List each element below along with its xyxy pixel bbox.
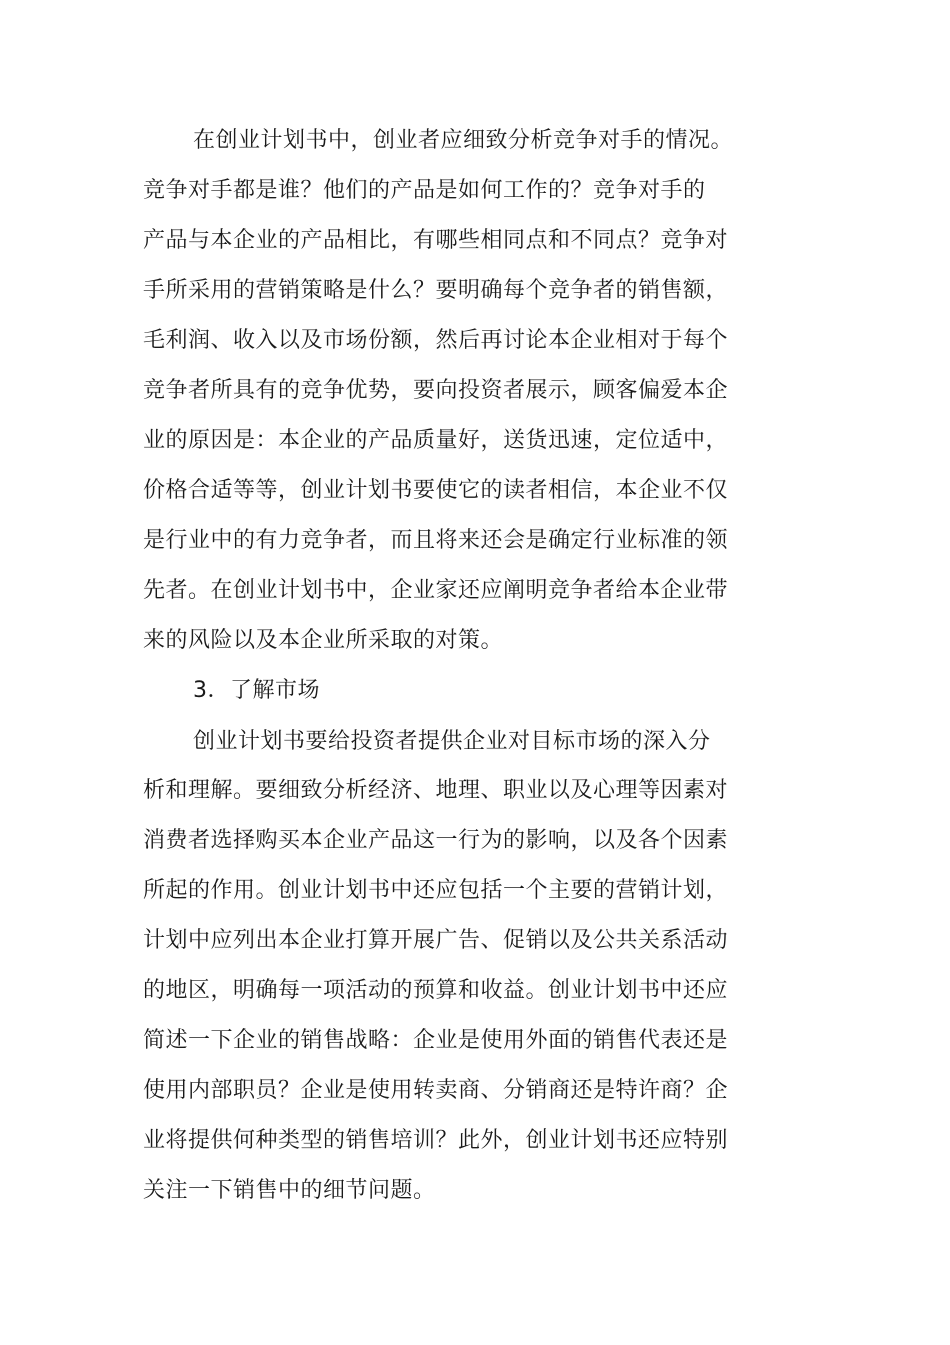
paragraph-line: 析和理解。要细致分析经济、地理、职业以及心理等因素对: [143, 778, 729, 803]
section-heading: 3．了解市场: [193, 678, 320, 703]
paragraph-line: 使用内部职员？企业是使用转卖商、分销商还是特许商？企: [143, 1078, 729, 1103]
paragraph-line: 所起的作用。创业计划书中还应包括一个主要的营销计划，: [143, 878, 729, 903]
paragraph-line: 产品与本企业的产品相比，有哪些相同点和不同点？竞争对: [143, 228, 729, 253]
paragraph-line: 创业计划书要给投资者提供企业对目标市场的深入分: [193, 729, 711, 754]
paragraph-line: 在创业计划书中，创业者应细致分析竞争对手的情况。: [193, 128, 734, 153]
paragraph-line: 竞争者所具有的竞争优势，要向投资者展示，顾客偏爱本企: [143, 378, 729, 403]
paragraph-line: 竞争对手都是谁？他们的产品是如何工作的？竞争对手的: [143, 178, 706, 203]
paragraph-line: 的地区，明确每一项活动的预算和收益。创业计划书中还应: [143, 978, 729, 1003]
paragraph-line: 价格合适等等，创业计划书要使它的读者相信，本企业不仅: [143, 478, 729, 503]
paragraph-line: 毛利润、收入以及市场份额，然后再讨论本企业相对于每个: [143, 328, 729, 353]
paragraph-line: 来的风险以及本企业所采取的对策。: [143, 628, 504, 653]
paragraph-line: 业将提供何种类型的销售培训？此外，创业计划书还应特别: [143, 1128, 729, 1153]
paragraph-line: 消费者选择购买本企业产品这一行为的影响，以及各个因素: [143, 828, 729, 853]
paragraph-line: 是行业中的有力竞争者，而且将来还会是确定行业标准的领: [143, 528, 729, 553]
paragraph-line: 先者。在创业计划书中，企业家还应阐明竞争者给本企业带: [143, 578, 729, 603]
paragraph-line: 计划中应列出本企业打算开展广告、促销以及公共关系活动: [143, 928, 729, 953]
paragraph-line: 业的原因是：本企业的产品质量好，送货迅速，定位适中，: [143, 428, 729, 453]
paragraph-line: 手所采用的营销策略是什么？要明确每个竞争者的销售额，: [143, 278, 729, 303]
paragraph-line: 简述一下企业的销售战略：企业是使用外面的销售代表还是: [143, 1028, 729, 1053]
paragraph-line: 关注一下销售中的细节问题。: [143, 1178, 436, 1203]
